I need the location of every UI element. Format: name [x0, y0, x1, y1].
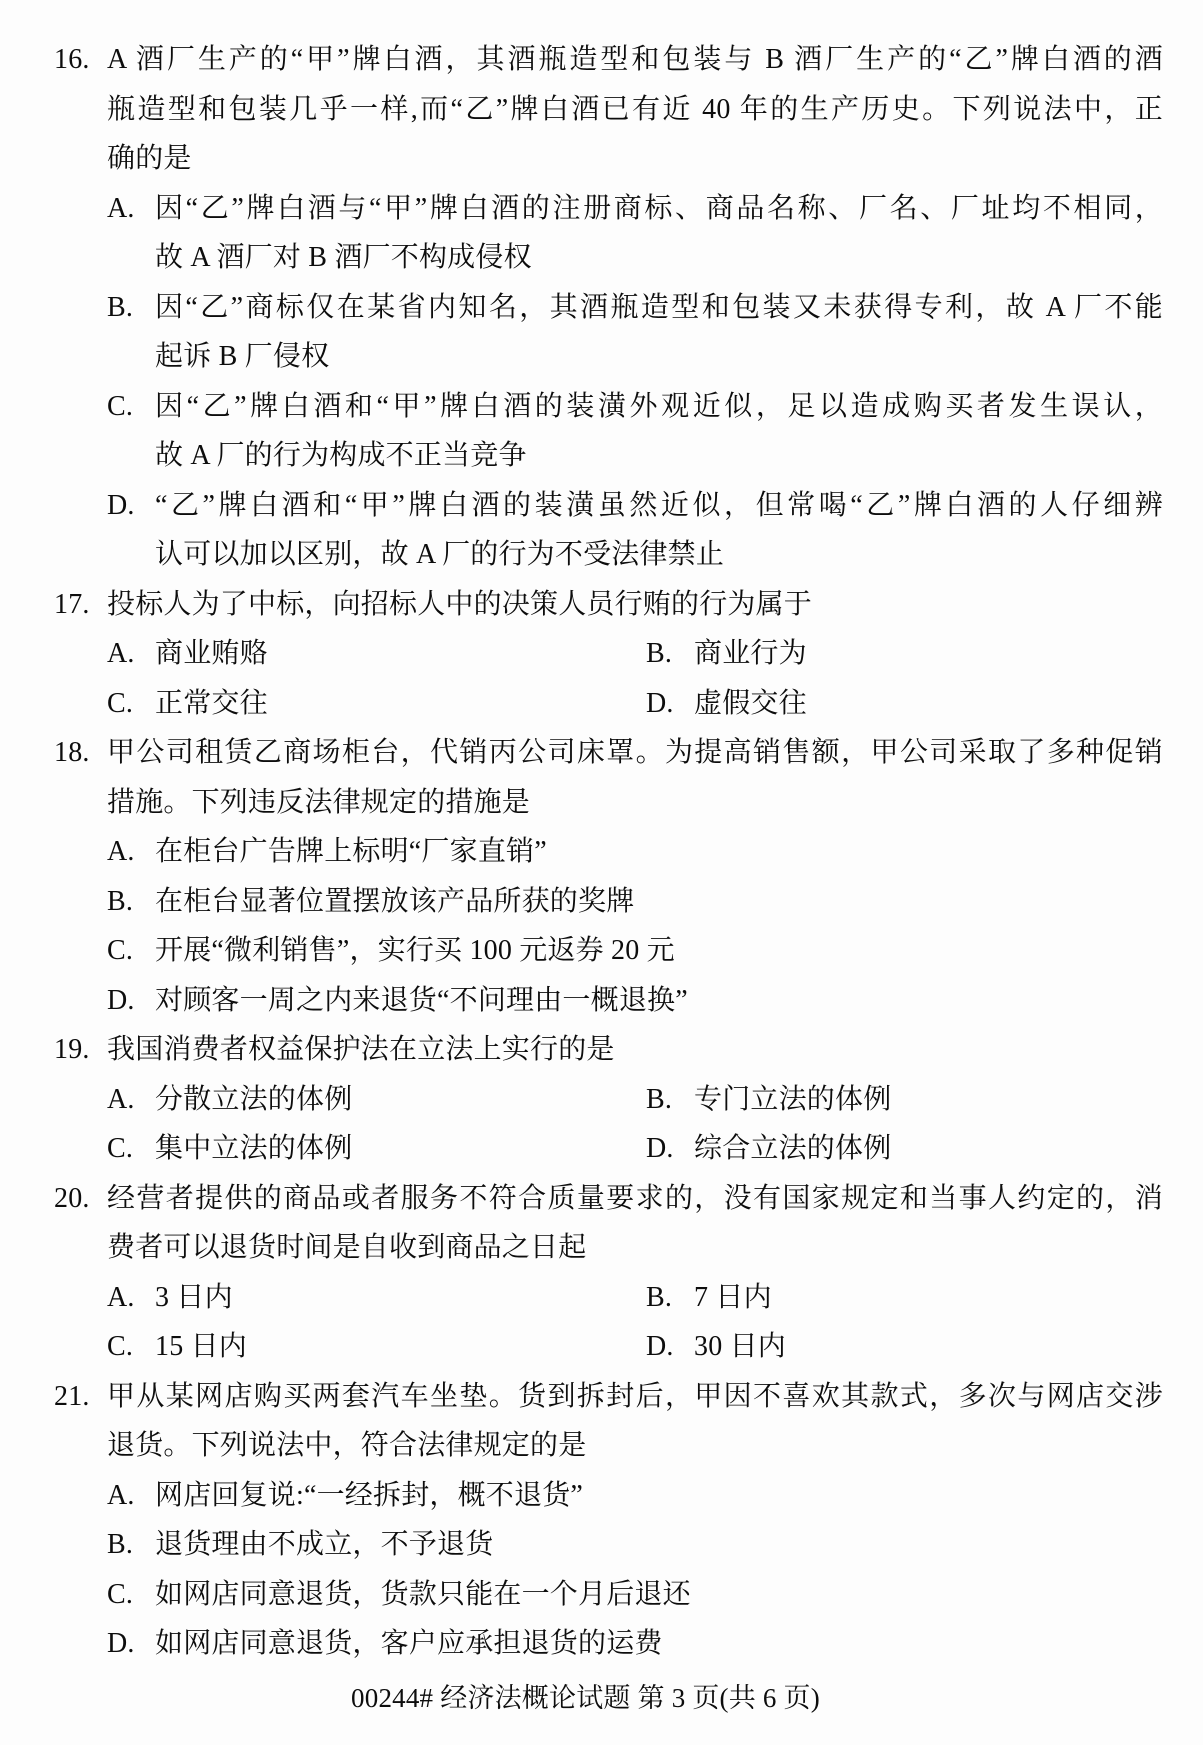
question-17-options-cd	[0, 682, 1203, 726]
question-16-option-b	[0, 335, 1203, 379]
option-text: “乙”牌白酒和“甲”牌白酒的装潢虽然近似，但常喝“乙”牌白酒的人仔细辨	[155, 490, 1163, 521]
question-number: 16.	[54, 44, 90, 75]
question-21-option-a	[0, 1474, 1203, 1518]
option-letter: C.	[107, 935, 134, 966]
option-text: 对顾客一周之内来退货“不问理由一概退换”	[155, 985, 688, 1016]
option-letter: B.	[646, 638, 673, 669]
question-18-option-c	[0, 929, 1203, 973]
stem-line: 措施。下列违反法律规定的措施是	[107, 787, 531, 818]
option-letter: A.	[107, 836, 135, 867]
option-text: 15 日内	[155, 1331, 248, 1362]
option-text: 开展“微利销售”，实行买 100 元返券 20 元	[155, 935, 675, 966]
question-17-options-ab	[0, 632, 1203, 676]
option-text: 认可以加以区别，故 A 厂的行为不受法律禁止	[155, 539, 725, 570]
option-text: 故 A 厂的行为构成不正当竞争	[155, 440, 527, 471]
stem-line: 甲公司租赁乙商场柜台，代销丙公司床罩。为提高销售额，甲公司采取了多种促销	[107, 737, 1163, 768]
option-letter: C.	[107, 1331, 134, 1362]
option-letter: D.	[646, 1133, 674, 1164]
question-16-stem	[0, 38, 1203, 82]
option-text: 起诉 B 厂侵权	[155, 341, 330, 372]
question-20-options-cd	[0, 1325, 1203, 1369]
question-18-option-d	[0, 979, 1203, 1023]
option-text: 3 日内	[155, 1282, 233, 1313]
page-footer: 00244# 经济法概论试题 第 3 页(共 6 页)	[351, 1683, 820, 1713]
option-text: 正常交往	[155, 688, 268, 719]
question-20-stem	[0, 1177, 1203, 1221]
option-letter: D.	[107, 1628, 135, 1659]
option-text: 专门立法的体例	[694, 1084, 892, 1115]
option-text: 因“乙”牌白酒与“甲”牌白酒的注册商标、商品名称、厂名、厂址均不相同，	[155, 193, 1163, 224]
question-number: 17.	[54, 589, 90, 620]
question-19-options-cd	[0, 1127, 1203, 1171]
stem-line: 退货。下列说法中，符合法律规定的是	[107, 1430, 587, 1461]
question-18-option-b	[0, 880, 1203, 924]
question-16-option-c	[0, 385, 1203, 429]
question-16-stem	[0, 88, 1203, 132]
question-16-stem	[0, 137, 1203, 181]
option-text: 如网店同意退货，客户应承担退货的运费	[155, 1628, 663, 1659]
option-text: 在柜台广告牌上标明“厂家直销”	[155, 836, 547, 867]
option-text: 分散立法的体例	[155, 1084, 353, 1115]
question-20-options-ab	[0, 1276, 1203, 1320]
option-text: 因“乙”牌白酒和“甲”牌白酒的装潢外观近似，足以造成购买者发生误认，	[155, 391, 1163, 422]
question-16-option-b	[0, 286, 1203, 330]
option-letter: A.	[107, 638, 135, 669]
option-letter: A.	[107, 1480, 135, 1511]
option-letter: B.	[646, 1084, 673, 1115]
question-16-option-a	[0, 187, 1203, 231]
question-16-option-a	[0, 236, 1203, 280]
question-21-stem	[0, 1375, 1203, 1419]
option-text: 因“乙”商标仅在某省内知名，其酒瓶造型和包装又未获得专利，故 A 厂不能	[155, 292, 1163, 323]
option-letter: C.	[107, 1579, 134, 1610]
option-text: 如网店同意退货，货款只能在一个月后退还	[155, 1579, 691, 1610]
question-number: 20.	[54, 1183, 90, 1214]
stem-line: 经营者提供的商品或者服务不符合质量要求的，没有国家规定和当事人约定的，消	[107, 1183, 1163, 1214]
option-letter: B.	[107, 292, 134, 323]
option-letter: A.	[107, 1282, 135, 1313]
option-text: 集中立法的体例	[155, 1133, 353, 1164]
option-letter: C.	[107, 688, 134, 719]
option-text: 网店回复说:“一经拆封，概不退货”	[155, 1480, 584, 1511]
question-16-option-d	[0, 533, 1203, 577]
question-19-stem	[0, 1028, 1203, 1072]
question-number: 18.	[54, 737, 90, 768]
stem-line: A 酒厂生产的“甲”牌白酒，其酒瓶造型和包装与 B 酒厂生产的“乙”牌白酒的酒	[107, 44, 1163, 75]
option-letter: D.	[646, 688, 674, 719]
question-19-options-ab	[0, 1078, 1203, 1122]
option-text: 退货理由不成立，不予退货	[155, 1529, 494, 1560]
stem-line: 确的是	[107, 143, 192, 174]
question-21-option-c	[0, 1573, 1203, 1617]
option-text: 商业行为	[694, 638, 807, 669]
question-18-stem	[0, 781, 1203, 825]
option-letter: B.	[646, 1282, 673, 1313]
option-letter: C.	[107, 1133, 134, 1164]
option-text: 综合立法的体例	[694, 1133, 892, 1164]
option-letter: D.	[107, 490, 135, 521]
option-text: 在柜台显著位置摆放该产品所获的奖牌	[155, 886, 635, 917]
question-21-option-d	[0, 1622, 1203, 1666]
stem-line: 投标人为了中标，向招标人中的决策人员行贿的行为属于	[107, 589, 813, 620]
question-number: 21.	[54, 1381, 90, 1412]
option-letter: D.	[646, 1331, 674, 1362]
question-16-option-c	[0, 434, 1203, 478]
question-18-option-a	[0, 830, 1203, 874]
option-letter: B.	[107, 886, 134, 917]
option-text: 30 日内	[694, 1331, 787, 1362]
question-20-stem	[0, 1226, 1203, 1270]
option-letter: A.	[107, 193, 135, 224]
question-21-option-b	[0, 1523, 1203, 1567]
option-letter: B.	[107, 1529, 134, 1560]
stem-line: 瓶造型和包装几乎一样,而“乙”牌白酒已有近 40 年的生产历史。下列说法中，正	[107, 94, 1163, 125]
option-letter: C.	[107, 391, 134, 422]
option-text: 7 日内	[694, 1282, 772, 1313]
question-number: 19.	[54, 1034, 90, 1065]
stem-line: 甲从某网店购买两套汽车坐垫。货到拆封后，甲因不喜欢其款式，多次与网店交涉	[107, 1381, 1163, 1412]
stem-line: 我国消费者权益保护法在立法上实行的是	[107, 1034, 615, 1065]
stem-line: 费者可以退货时间是自收到商品之日起	[107, 1232, 587, 1263]
question-16-option-d	[0, 484, 1203, 528]
question-21-stem	[0, 1424, 1203, 1468]
option-text: 商业贿赂	[155, 638, 268, 669]
question-17-stem	[0, 583, 1203, 627]
option-text: 虚假交往	[694, 688, 807, 719]
option-letter: D.	[107, 985, 135, 1016]
question-18-stem	[0, 731, 1203, 775]
option-letter: A.	[107, 1084, 135, 1115]
option-text: 故 A 酒厂对 B 酒厂不构成侵权	[155, 242, 532, 273]
